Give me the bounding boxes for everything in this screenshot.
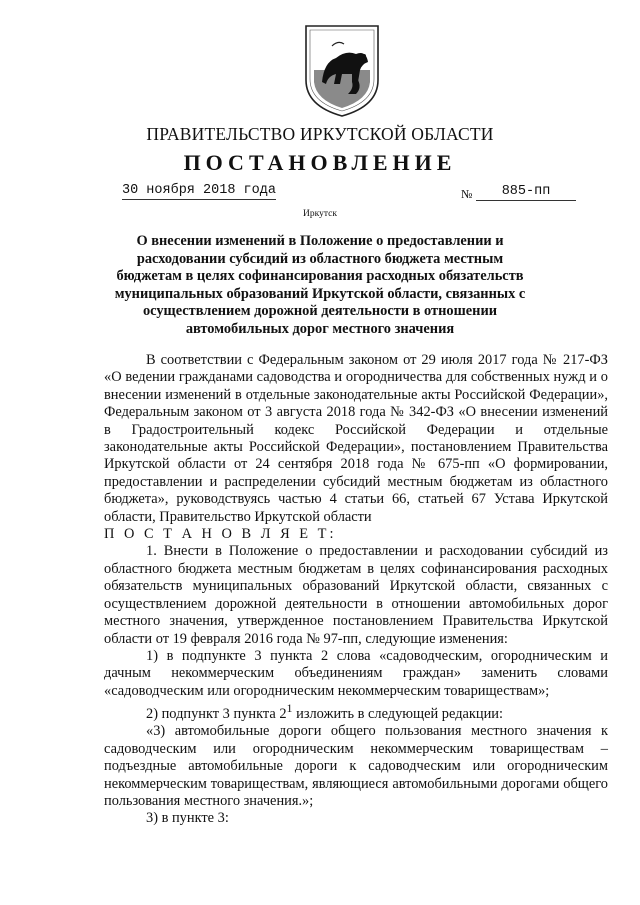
document-number: 885-пп bbox=[476, 184, 576, 201]
subitem-2-text: 2) подпункт 3 пункта 2 bbox=[146, 705, 287, 722]
subitem-3-paragraph: 3) в пункте 3: bbox=[146, 810, 229, 827]
document-date-value: 30 ноября 2018 года bbox=[122, 183, 276, 198]
subitem-2-text-after: изложить в следующей редакции: bbox=[292, 705, 503, 722]
item-1-paragraph: 1. Внести в Положение о предоставлении и расходовании субсидий из областного бюджета местным бюджетам в целях софинансирования расходных обязательств муниципальных образований Иркутской области, связанных с осуществлением дорожной деятельности в отношении автомобильных дорог местного значения, утвержденное постановлением Правительства Иркутской области от 19 февраля 2016 года № 97-пп, следующие изменения: bbox=[104, 543, 608, 647]
resolves-heading: П О С Т А Н О В Л Я Е Т: bbox=[104, 526, 337, 543]
coat-of-arms-icon bbox=[302, 22, 382, 118]
document-body bbox=[104, 352, 608, 828]
document-title: О внесении изменений в Положение о предоставлении и расходовании субсидий из областного бюджета местным бюджетам в целях софинансирования расходных обязательств муниципальных образований Иркутской области, связанных с осуществлением дорожной деятельности в отношении автомобильных дорог местного значения bbox=[114, 233, 526, 337]
document-number-label: № bbox=[461, 187, 473, 201]
quoted-paragraph: «3) автомобильные дороги общего пользования местного значения к садоводческим или огородническим некоммерческим товариществам – подъездные автомобильные дороги к садоводческим или огородническим некоммерческим товариществам, являющиеся автомобильными дорогами общего пользования местного значения.»; bbox=[104, 723, 608, 809]
subitem-1-paragraph: 1) в подпункте 3 пункта 2 слова «садоводческим, огородническим и дачным некоммерческим объединениям граждан» заменить словами «садоводческим или огородническим некоммерческим товариществам»; bbox=[104, 647, 608, 699]
government-name: ПРАВИТЕЛЬСТВО ИРКУТСКОЙ ОБЛАСТИ bbox=[146, 124, 494, 144]
document-type: ПОСТАНОВЛЕНИЕ bbox=[183, 150, 457, 175]
subitem-2-paragraph bbox=[104, 700, 608, 723]
preamble-paragraph: В соответствии с Федеральным законом от 29 июля 2017 года № 217-ФЗ «О ведении гражданами садоводства и огородничества для собственных нужд и о внесении изменений в отдельные законодательные акты Российской Федерации», Федеральным законом от 3 августа 2018 года № 342-ФЗ «О внесении изменений в Градостроительный кодекс Российской Федерации и отдельные законодательные акты Российской Федерации», постановлением Правительства Иркутской области от 24 сентября 2018 года № 675-пп «О формировании, предоставлении и распределении субсидий местным бюджетам из областного бюджета», руководствуясь частью 4 статьи 66, статьей 67 Устава Иркутской области, Правительство Иркутской области bbox=[104, 352, 608, 525]
subitem-2-superscript: 1 bbox=[286, 701, 293, 716]
document-date bbox=[122, 183, 276, 198]
issue-city: Иркутск bbox=[303, 209, 337, 219]
